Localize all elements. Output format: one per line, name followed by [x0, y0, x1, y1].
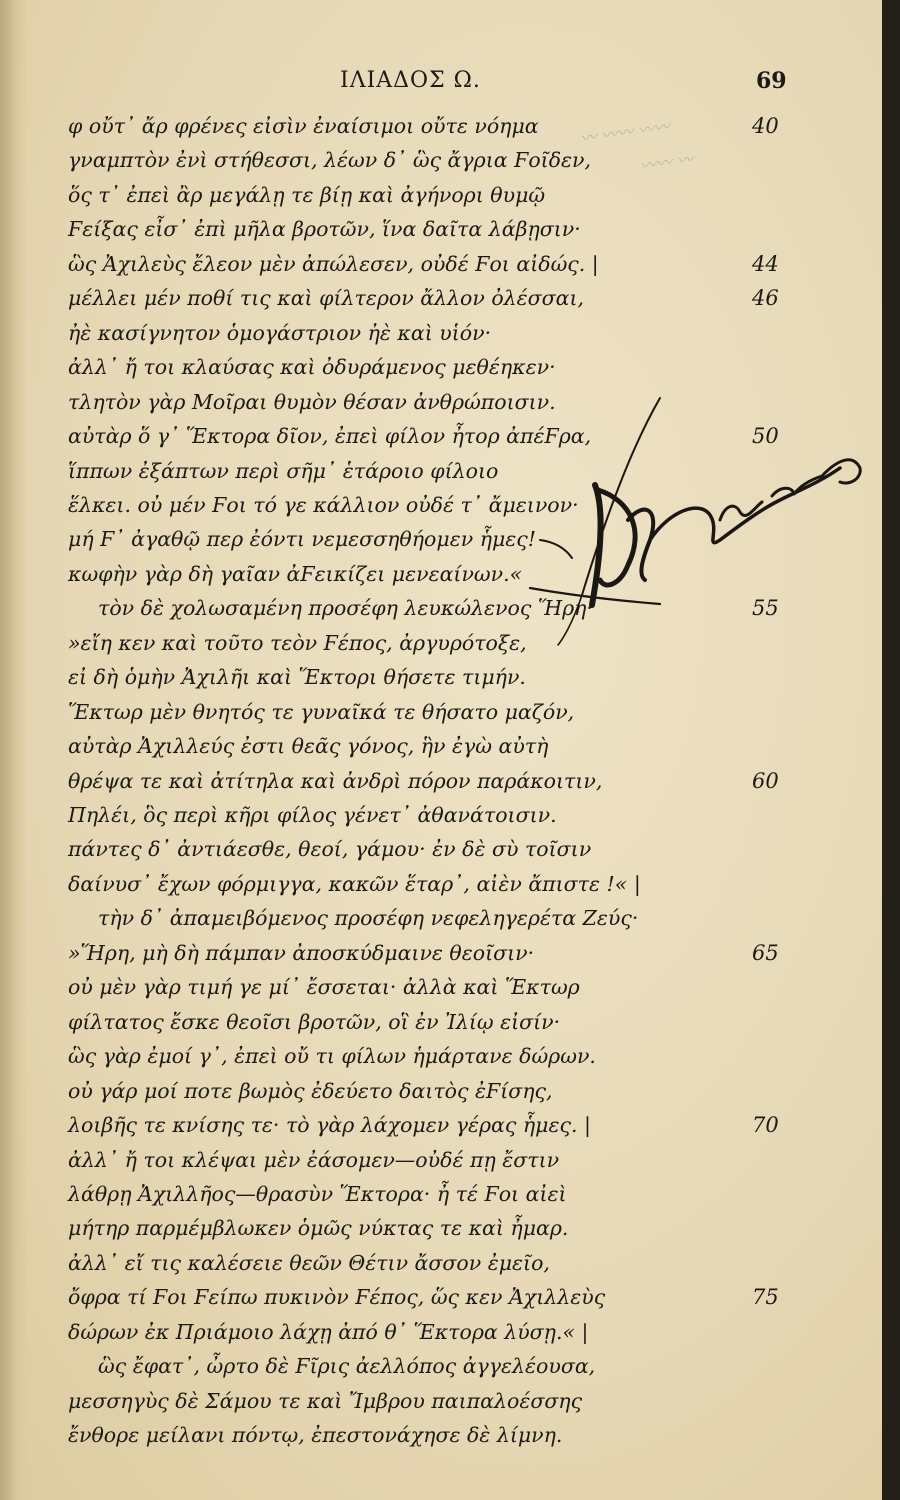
verse-line: [0, 1113, 882, 1147]
verse-line: [0, 1320, 882, 1354]
verse-text-line: ἀλλ᾽ ἤ τοι κλαύσας καὶ ὀδυράμενος μεθέηκεν·: [68, 355, 556, 380]
pencil-marginalia-scribble: 〰 〰〰 〰〰: [579, 116, 672, 149]
verse-text-line: ἵππων ἐξάπτων περὶ σῆμ᾽ ἑτάροιο φίλοιο: [68, 458, 499, 483]
verse-line: [0, 183, 882, 217]
verse-line: [0, 1389, 882, 1423]
verse-text-line: τλητὸν γὰρ Μοῖραι θυμὸν θέσαν ἀνθρώποισιν.: [68, 389, 556, 414]
verse-line: [0, 734, 882, 768]
verse-line: [0, 1079, 882, 1113]
line-number: 55: [752, 596, 779, 621]
verse-text-line: οὐ μὲν γὰρ τιμή γε μί᾽ ἔσσεται· ἀλλὰ καὶ Ἕκτωρ: [68, 975, 580, 1000]
verse-line: [0, 906, 882, 940]
verse-text-line: ἠὲ κασίγνητον ὁμογάστριον ἠὲ καὶ υἱόν·: [68, 320, 492, 345]
verse-line: [0, 665, 882, 699]
verse-text-line: πάντες δ᾽ ἀντιάεσθε, θεοί, γάμου· ἐν δὲ σὺ τοῖσιν: [68, 837, 592, 862]
line-number: 65: [752, 940, 779, 965]
line-number: 44: [752, 251, 779, 276]
verse-line: [0, 286, 882, 320]
verse-line: [0, 837, 882, 871]
verse-text-line: Πηλέι, ὃς περὶ κῆρι φίλος γένετ᾽ ἀθανάτοισιν.: [68, 803, 557, 827]
verse-text-line: ὣς Ἀχιλεὺς ἔλεον μὲν ἀπώλεσεν, οὐδέ Ϝοι αἰδώς. |: [68, 251, 599, 276]
verse-text-line: αὐτὰρ ὅ γ᾽ Ἕκτορα δῖον, ἐπεὶ φίλον ἦτορ ἀπέϜρα,: [68, 424, 592, 449]
verse-text-line: δαίνυσ᾽ ἔχων φόρμιγγα, κακῶν ἕταρ᾽, αἰὲν ἄπιστε !« |: [68, 871, 641, 896]
verse-text-line: γναμπτὸν ἐνὶ στήθεσσι, λέων δ᾽ ὣς ἄγρια Ϝοῖδεν,: [68, 148, 592, 173]
verse-text-line: ὣς ἔφατ᾽, ὦρτο δὲ Ϝῖρις ἀελλόπος ἀγγελέουσα,: [98, 1354, 596, 1379]
verse-text-line: λάθρῃ Ἀχιλλῆος—θρασὺν Ἕκτορα· ἦ τέ Ϝοι αἰεὶ: [68, 1181, 567, 1206]
verse-text-line: κωφὴν γὰρ δὴ γαῖαν ἀϜεικίζει μενεαίνων.«: [68, 561, 523, 586]
running-head: ΙΛΙΑΔΟΣ Ω.: [340, 68, 481, 93]
page-edge-background: [882, 0, 900, 1500]
verse-text-line: ἀλλ᾽ εἴ τις καλέσειε θεῶν Θέτιν ἄσσον ἐμεῖο,: [68, 1250, 550, 1275]
verse-text-line: ὅς τ᾽ ἐπεὶ ἂρ μεγάλῃ τε βίῃ καὶ ἀγήνορι θυμῷ: [68, 182, 546, 207]
verse-text-line: οὐ γάρ μοί ποτε βωμὸς ἐδεύετο δαιτὸς ἐϜίσης,: [68, 1078, 553, 1103]
verse-text-line: μήτηρ παρμέμβλωκεν ὁμῶς νύκτας τε καὶ ἦμαρ.: [68, 1216, 569, 1241]
verse-text-line: θρέψα τε καὶ ἀτίτηλα καὶ ἀνδρὶ πόρον παράκοιτιν,: [68, 768, 603, 793]
pencil-marginalia-scribble: 〰〰 〰: [639, 149, 695, 176]
line-number: 40: [752, 114, 779, 138]
verse-text-line: »Ἥρη, μὴ δὴ πάμπαν ἀποσκύδμαινε θεοῖσιν·: [68, 940, 535, 965]
line-number: 75: [752, 1285, 779, 1310]
verse-line: [0, 1044, 882, 1078]
verse-line: [0, 252, 882, 286]
verse-text-line: λοιβῆς τε κνίσης τε· τὸ γὰρ λάχομεν γέρας ἧμες. |: [68, 1113, 591, 1138]
verse-line: [0, 803, 882, 837]
page-header: [0, 68, 882, 104]
verse-text-line: μή Ϝ᾽ ἀγαθῷ περ ἐόντι νεμεσσηθήομεν ἧμες!: [68, 527, 537, 552]
verse-line: [0, 321, 882, 355]
verse-line: [0, 1216, 882, 1250]
line-number: 46: [752, 286, 779, 311]
verse-line: [0, 872, 882, 906]
verse-text-line: ἕλκει. οὐ μέν Ϝοι τό γε κάλλιον οὐδέ τ᾽ ἄμεινον·: [68, 492, 579, 517]
verse-line: [0, 1354, 882, 1388]
verse-text-line: Ἕκτωρ μὲν θνητός τε γυναῖκά τε θήσατο μαζόν,: [68, 699, 575, 724]
verse-line: [0, 355, 882, 389]
verse-line: [0, 1148, 882, 1182]
verse-line: [0, 148, 882, 182]
verse-text-line: μεσσηγὺς δὲ Σάμου τε καὶ Ἴμβρου παιπαλοέσσης: [68, 1388, 583, 1413]
verse-text-line: ἔνθορε μείλανι πόντῳ, ἐπεστονάχησε δὲ λίμνη.: [68, 1423, 563, 1448]
verse-text-line: ὄφρα τί Ϝοι Ϝείπω πυκινὸν Ϝέπος, ὥς κεν Ἀχιλλεὺς: [68, 1285, 606, 1310]
verse-line: [0, 1251, 882, 1285]
verse-line: [0, 700, 882, 734]
verse-text-line: τὸν δὲ χολωσαμένη προσέφη λευκώλενος Ἥρη·: [98, 596, 593, 621]
verse-text-line: δώρων ἐκ Πριάμοιο λάχῃ ἀπό θ᾽ Ἕκτορα λύσῃ.« |: [68, 1319, 589, 1344]
line-number: 70: [752, 1113, 779, 1138]
verse-line: [0, 114, 882, 148]
verse-line: [0, 975, 882, 1009]
verse-text-line: εἰ δὴ ὁμὴν Ἀχιλῆι καὶ Ἕκτορι θήσετε τιμήν.: [68, 665, 526, 690]
verse-line: [0, 1182, 882, 1216]
line-number: 50: [752, 424, 779, 449]
verse-line: [0, 769, 882, 803]
verse-line: [0, 217, 882, 251]
verse-text-line: μέλλει μέν ποθί τις καὶ φίλτερον ἄλλον ὀλέσσαι,: [68, 286, 585, 311]
verse-line: [0, 1423, 882, 1457]
verse-line: [0, 1010, 882, 1044]
page-number: 69: [756, 68, 787, 94]
verse-text-line: ὣς γὰρ ἐμοί γ᾽, ἐπεὶ οὔ τι φίλων ἡμάρτανε δώρων.: [68, 1044, 596, 1069]
verse-text-line: φ οὔτ᾽ ἄρ φρένες εἰσὶν ἐναίσιμοι οὔτε νόημα: [68, 114, 539, 138]
verse-text-line: τὴν δ᾽ ἀπαμειβόμενος προσέφη νεφεληγερέτα Ζεύς·: [98, 906, 639, 931]
handwritten-signature: [510, 390, 870, 650]
line-number: 60: [752, 768, 779, 793]
verse-line: [0, 1285, 882, 1319]
verse-text-line: φίλτατος ἔσκε θεοῖσι βροτῶν, οἳ ἐν Ἰλίῳ εἰσίν·: [68, 1009, 561, 1034]
verse-line: [0, 941, 882, 975]
verse-text-line: Ϝείξας εἶσ᾽ ἐπὶ μῆλα βροτῶν, ἵνα δαῖτα λάβῃσιν·: [68, 217, 581, 242]
verse-text-line: αὐτὰρ Ἀχιλλεύς ἐστι θεᾶς γόνος, ἣν ἐγὼ αὐτὴ: [68, 734, 549, 759]
verse-text-line: »εἴη κεν καὶ τοῦτο τεὸν Ϝέπος, ἀργυρότοξε,: [68, 630, 527, 655]
verse-text-line: ἀλλ᾽ ἤ τοι κλέψαι μὲν ἐάσομεν—οὐδέ πῃ ἔστιν: [68, 1147, 560, 1172]
